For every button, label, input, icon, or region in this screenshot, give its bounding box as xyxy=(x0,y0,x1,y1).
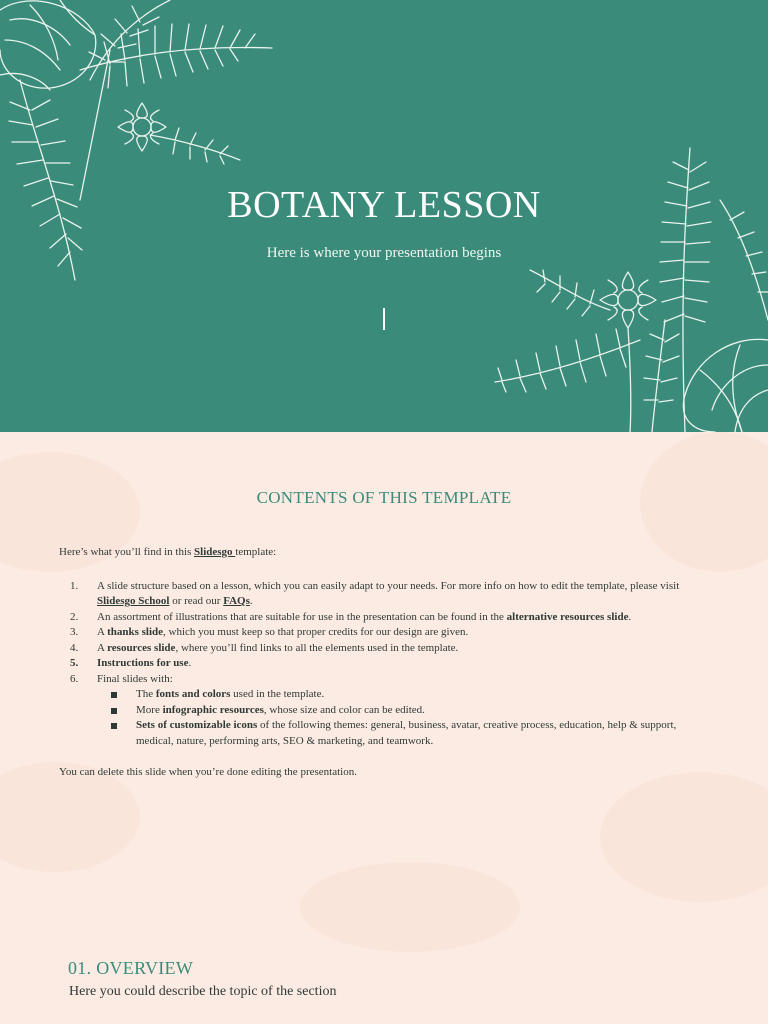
slidesgo-school-link[interactable]: Slidesgo School xyxy=(97,595,170,607)
list-item: 4. A resources slide, where you’ll find links to all the elements used in the template. xyxy=(70,641,459,654)
square-bullet-icon xyxy=(111,708,117,714)
text-cursor xyxy=(383,308,385,330)
background-blob xyxy=(600,772,768,902)
list-item: 5. Instructions for use. xyxy=(70,657,192,669)
slidesgo-link[interactable]: Slidesgo xyxy=(194,546,236,558)
square-bullet-icon xyxy=(111,723,117,729)
overview-heading: 01. OVERVIEW xyxy=(68,958,194,978)
overview-description: Here you could describe the topic of the section xyxy=(69,984,337,999)
cover-slide xyxy=(0,0,768,432)
contents-heading: CONTENTS OF THIS TEMPLATE xyxy=(256,488,512,507)
list-item: 6. Final slides with: The fonts and colors used in the template. More infographic resources, whose size and color can be edited. Sets of customizable icons of the following themes: general, business, avatar, creative process, education, help & support, medical, nature, performing arts, SEO & marketing, and teamwork. xyxy=(59,672,699,750)
contents-slide xyxy=(0,432,768,1024)
contents-body xyxy=(59,545,699,781)
list-item: 2. An assortment of illustrations that are suitable for use in the presentation can be found in the alternative resources slide. xyxy=(70,610,632,623)
square-bullet-icon xyxy=(111,692,117,698)
list-item: 3. A thanks slide, which you must keep so that proper credits for our design are given. xyxy=(70,626,469,638)
background-blob xyxy=(300,862,520,952)
sub-list xyxy=(97,687,699,749)
presentation-subtitle: Here is where your presentation begins xyxy=(266,245,502,261)
faqs-link[interactable]: FAQs xyxy=(223,595,250,607)
sub-list-item: More infographic resources, whose size and color can be edited. xyxy=(97,703,699,719)
closing-note: You can delete this slide when you’re done editing the presentation. xyxy=(59,766,357,778)
presentation-title: BOTANY LESSON xyxy=(227,184,541,226)
list-item: 1. A slide structure based on a lesson, which you can easily adapt to your needs. For more info on how to edit the template, please visit Slidesgo School or read our FAQs. xyxy=(70,579,680,607)
sub-list-item: Sets of customizable icons of the following themes: general, business, avatar, creative process, education, help & support, medical, nature, performing arts, SEO & marketing, and teamwork. xyxy=(97,718,699,749)
intro-line: Here’s what you’ll find in this Slidesgo template: xyxy=(59,546,277,558)
contents-list xyxy=(59,579,699,750)
sub-list-item: The fonts and colors used in the template. xyxy=(97,687,699,703)
